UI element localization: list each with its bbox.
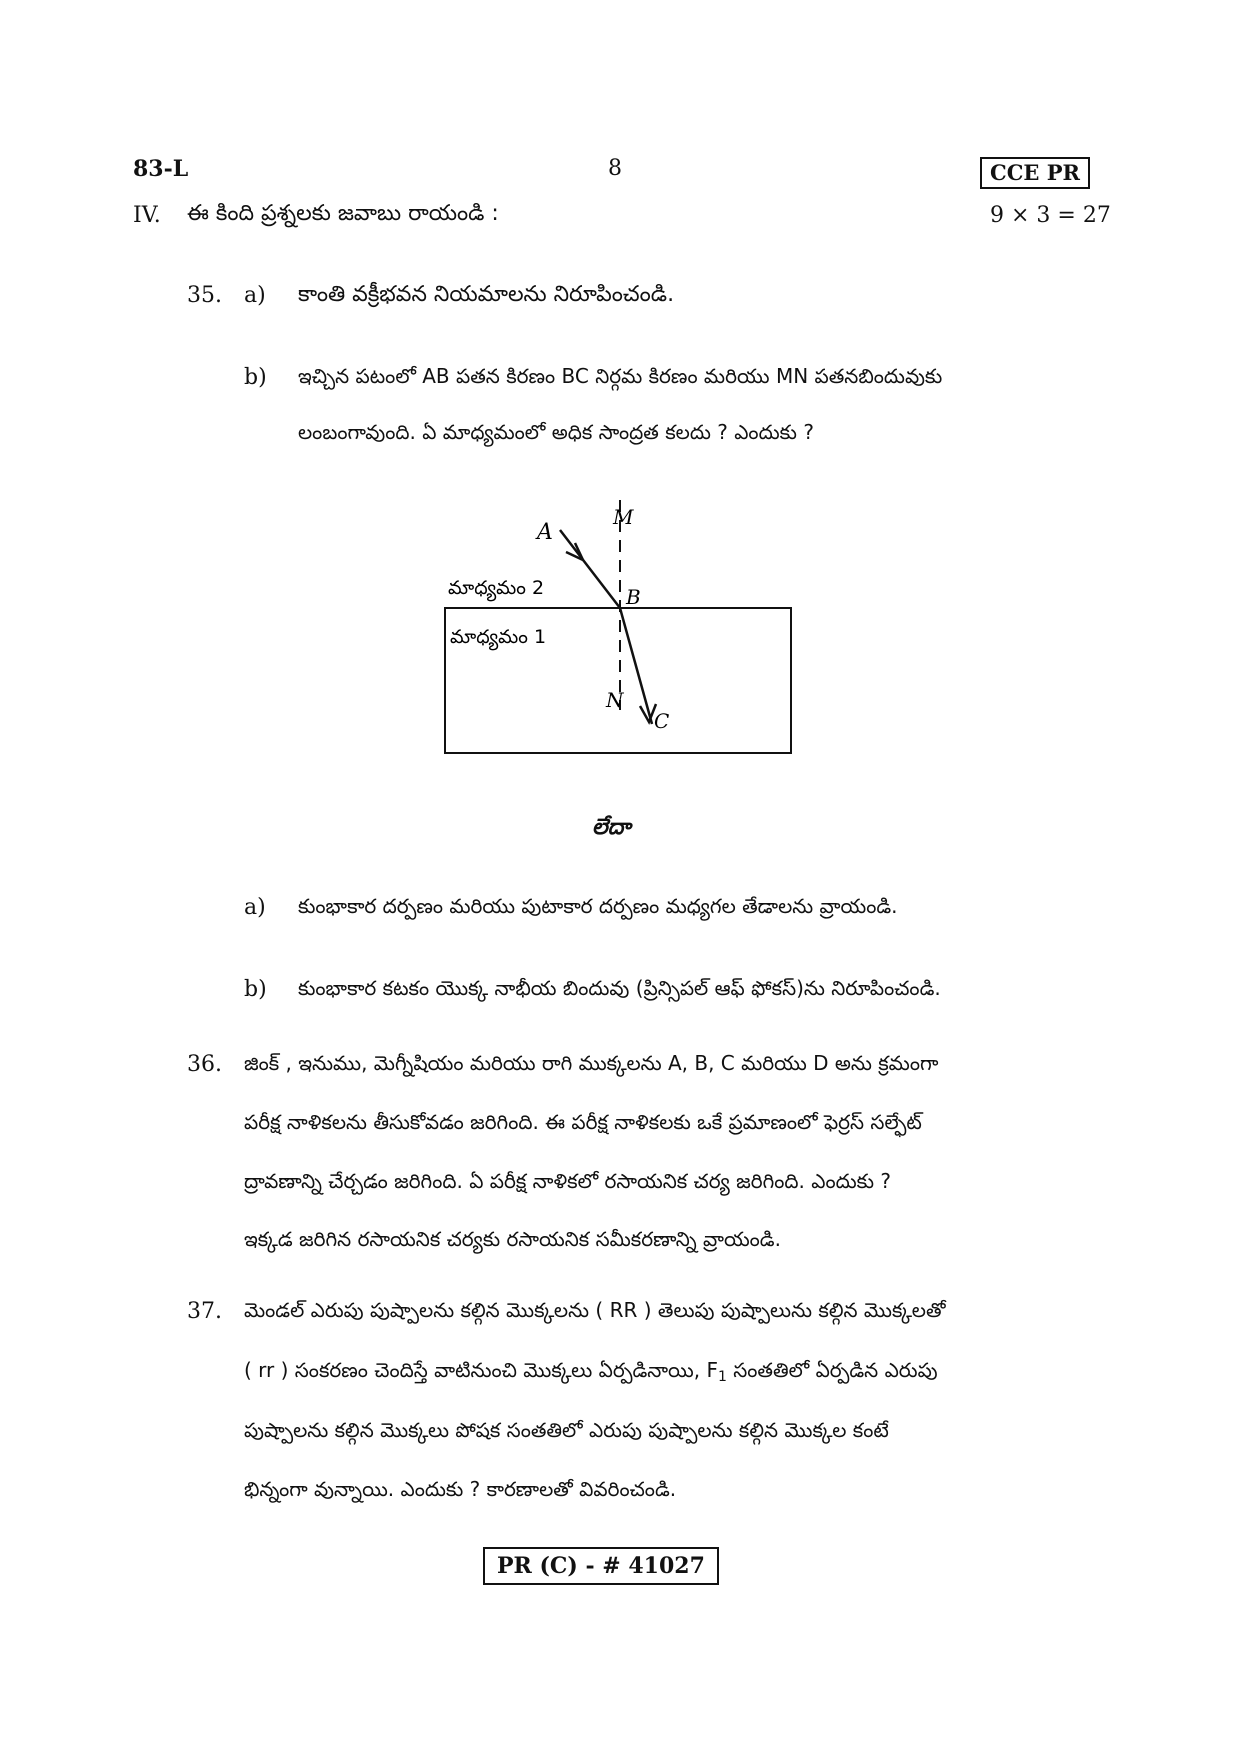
page-number: 8	[608, 156, 622, 181]
paper-code: 83-L	[133, 156, 189, 182]
question-35-number: 35.	[187, 283, 222, 308]
label-medium-2: మాధ్యమం 2	[448, 577, 545, 599]
f1-subscript: 1	[717, 1369, 727, 1385]
question-35b-line-1: ఇచ్చిన పటంలో AB పతన కిరణం BC నిర్గమ కిరణం మరియు MN పతనబిందువుకు	[298, 364, 943, 388]
question-37-line-2-part-2: సంతతిలో ఏర్పడిన ఎరుపు	[726, 1358, 938, 1382]
label-c: C	[654, 709, 670, 733]
footer-code-box: PR (C) - # 41027	[483, 1547, 719, 1585]
question-35a-label: a)	[244, 283, 266, 308]
question-37-line-3: పుష్పాలను కల్గిన మొక్కలు పోషక సంతతిలో ఎరుపు పుష్పాలను కల్గిన మొక్కల కంటే	[244, 1418, 889, 1442]
incident-ray-ab	[560, 530, 620, 608]
label-medium-1: మాధ్యమం 1	[450, 626, 547, 648]
question-36-line-4: ఇక్కడ జరిగిన రసాయనిక చర్యకు రసాయనిక సమీకరణాన్ని వ్రాయండి.	[244, 1227, 781, 1251]
question-36-number: 36.	[187, 1052, 222, 1077]
label-m: M	[613, 505, 634, 529]
question-35b-line-2: లంబంగావుంది. ఏ మాధ్యమంలో అధిక సాంద్రత కలదు ? ఎందుకు ?	[298, 420, 814, 444]
question-35-alt-a-label: a)	[244, 895, 266, 920]
question-36-line-3: ద్రావణాన్ని చేర్చడం జరిగింది. ఏ పరీక్ష నాళికలో రసాయనిక చర్య జరిగింది. ఎందుకు ?	[244, 1169, 891, 1193]
exam-label-box: CCE PR	[980, 157, 1090, 189]
question-37-line-2	[244, 1358, 938, 1387]
label-n: N	[606, 688, 624, 712]
or-separator: లేదా	[592, 815, 631, 840]
question-35a-text: కాంతి వక్రీభవన నియమాలను నిరూపించండి.	[298, 282, 675, 307]
question-35-alt-b-label: b)	[244, 977, 267, 1002]
section-number: IV.	[133, 203, 161, 228]
section-marks: 9 × 3 = 27	[990, 203, 1111, 228]
question-37-line-4: భిన్నంగా వున్నాయి. ఎందుకు ? కారణాలతో వివరించండి.	[244, 1477, 677, 1501]
question-35-alt-a-text: కుంభాకార దర్పణం మరియు పుటాకార దర్పణం మధ్యగల తేడాలను వ్రాయండి.	[298, 894, 898, 918]
label-a: A	[537, 520, 553, 545]
question-37-number: 37.	[187, 1299, 222, 1324]
refraction-diagram	[430, 500, 810, 765]
refracted-ray-bc	[620, 608, 652, 724]
question-37-line-1: మెండల్ ఎరుపు పుష్పాలను కల్గిన మొక్కలను ( RR ) తెలుపు పుష్పాలును కల్గిన మొక్కలతో	[244, 1298, 946, 1322]
question-36-line-2: పరీక్ష నాళికలను తీసుకోవడం జరిగింది. ఈ పరీక్ష నాళికలకు ఒకే ప్రమాణంలో ఫెర్రస్ సల్ఫేట్	[244, 1110, 922, 1134]
section-instruction: ఈ కింది ప్రశ్నలకు జవాబు రాయండి :	[187, 201, 499, 226]
label-b: B	[626, 585, 641, 609]
question-37-line-2-part-1: ( rr ) సంకరణం చెందిస్తే వాటినుంచి మొక్కలు ఏర్పడినాయి, F	[244, 1358, 718, 1382]
question-36-line-1: జింక్ , ఇనుము, మెగ్నీషియం మరియు రాగి ముక్కలను A, B, C మరియు D అను క్రమంగా	[244, 1051, 939, 1075]
question-35b-label: b)	[244, 365, 267, 390]
incident-ray-arrow	[566, 543, 583, 560]
question-35-alt-b-text: కుంభాకార కటకం యొక్క నాభీయ బిందువు (ప్రిన్సిపల్ ఆఫ్ ఫోకస్)ను నిరూపించండి.	[298, 976, 941, 1000]
